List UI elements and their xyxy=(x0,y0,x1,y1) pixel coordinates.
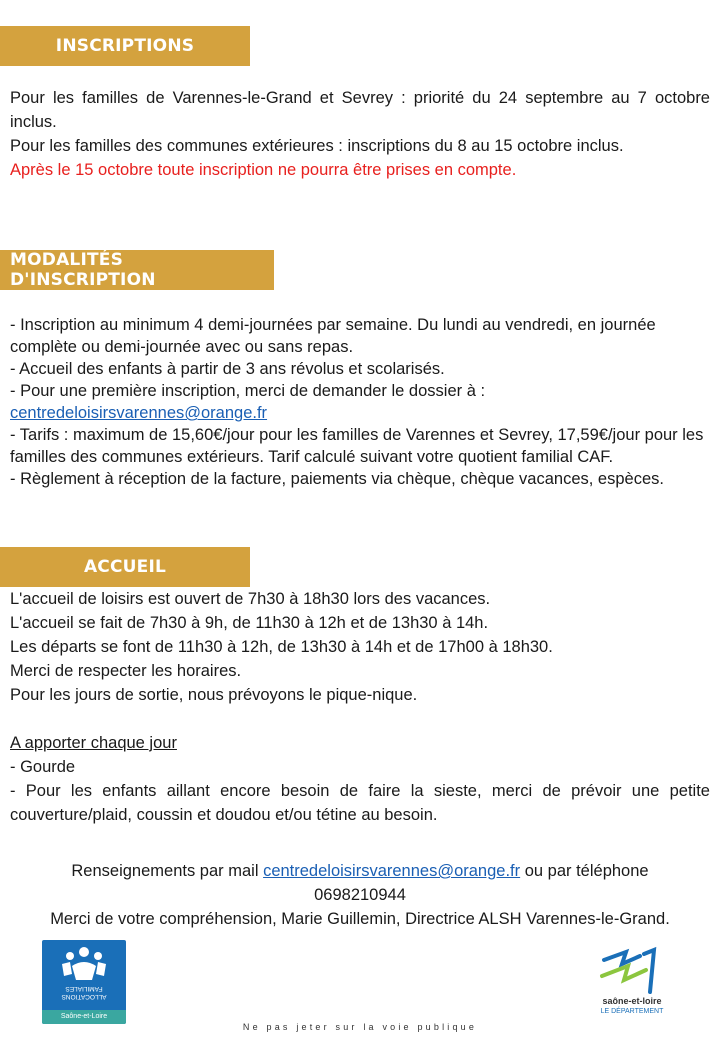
inscriptions-title: INSCRIPTIONS xyxy=(55,36,195,56)
saone-et-loire-sub: LE DÉPARTEMENT xyxy=(600,1008,664,1015)
saone-et-loire-name: saône-et-loire xyxy=(602,996,662,1006)
contact-email-link[interactable]: centredeloisirsvarennes@orange.fr xyxy=(263,862,521,880)
accueil-line-arrivees: L'accueil se fait de 7h30 à 9h, de 11h30 à 12h et de 13h30 à 14h. xyxy=(10,614,489,632)
inscriptions-section xyxy=(10,86,710,182)
inscriptions-banner xyxy=(0,26,250,66)
saone-et-loire-emblem-icon xyxy=(592,946,672,996)
modalites-banner xyxy=(0,250,274,290)
caf-family-icon xyxy=(42,940,126,990)
modalites-title: MODALITÉS D'INSCRIPTION xyxy=(10,250,156,290)
contact-prefix: Renseignements par mail xyxy=(71,862,264,880)
inscriptions-line1: Pour les familles de Varennes-le-Grand et Sevrey : priorité du 24 septembre au 7 octobre inclus. xyxy=(10,89,710,131)
accueil-line-ouverture: L'accueil de loisirs est ouvert de 7h30 à 18h30 lors des vacances. xyxy=(10,590,491,608)
contact-phone: 0698210944 xyxy=(314,886,406,904)
bring-title: A apporter chaque jour xyxy=(10,734,177,752)
accueil-banner xyxy=(0,547,250,587)
contact-mail-line xyxy=(20,859,700,883)
caf-text: ALLOCATIONS FAMILIALES xyxy=(61,985,107,1000)
caf-band: Saône-et-Loire xyxy=(42,1010,126,1024)
inscriptions-line2: Pour les familles des communes extérieures : inscriptions du 8 au 15 octobre inclus. xyxy=(10,137,624,155)
modalites-item-age: - Accueil des enfants à partir de 3 ans révolus et scolarisés. xyxy=(10,360,445,378)
modalites-email-link[interactable]: centredeloisirsvarennes@orange.fr xyxy=(10,404,268,422)
accueil-line-sortie: Pour les jours de sortie, nous prévoyons le pique-nique. xyxy=(10,686,418,704)
modalites-item-minimum: - Inscription au minimum 4 demi-journées par semaine. Du lundi au vendredi, en journée complète ou demi-journée avec ou sans repas. xyxy=(10,316,656,356)
accueil-title: ACCUEIL xyxy=(83,557,167,577)
accueil-line-horaires: Merci de respecter les horaires. xyxy=(10,662,242,680)
modalites-item-dossier: - Pour une première inscription, merci de demander le dossier à : xyxy=(10,382,486,400)
contact-section xyxy=(20,859,700,931)
caf-logo xyxy=(42,940,126,1024)
inscriptions-warning: Après le 15 octobre toute inscription ne pourra être prises en compte. xyxy=(10,161,517,179)
saone-et-loire-logo xyxy=(592,946,672,1022)
accueil-line-departs: Les départs se font de 11h30 à 12h, de 13h30 à 14h et de 17h00 à 18h30. xyxy=(10,638,553,656)
modalites-item-reglement: - Règlement à réception de la facture, paiements via chèque, chèque vacances, espèces. xyxy=(10,470,664,488)
modalites-item-tarifs: - Tarifs : maximum de 15,60€/jour pour les familles de Varennes et Sevrey, 17,59€/jour pour les familles des communes extérieurs. Tarif calculé suivant votre quotient familial CAF. xyxy=(10,426,704,466)
accueil-section xyxy=(10,587,710,827)
footer-notice: Ne pas jeter sur la voie publique xyxy=(242,1022,478,1032)
modalites-section xyxy=(10,314,710,490)
contact-suffix: ou par téléphone xyxy=(520,862,649,880)
contact-thanks: Merci de votre compréhension, Marie Guillemin, Directrice ALSH Varennes-le-Grand. xyxy=(50,910,670,928)
bring-item-gourde: - Gourde xyxy=(10,758,76,776)
bring-item-sieste: - Pour les enfants aillant encore besoin de faire la sieste, merci de prévoir une petite couverture/plaid, coussin et doudou et/ou tétine au besoin. xyxy=(10,782,710,824)
